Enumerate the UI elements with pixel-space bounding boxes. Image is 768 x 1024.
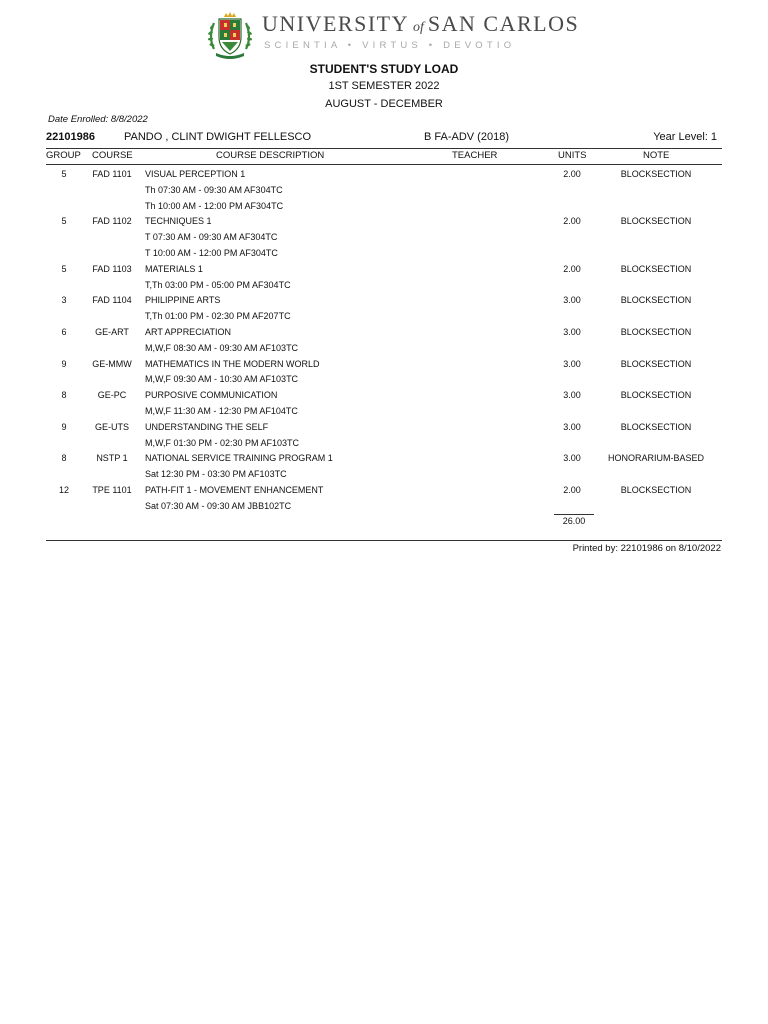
column-header-note: NOTE	[643, 150, 670, 161]
column-header-description: COURSE DESCRIPTION	[216, 150, 325, 161]
course-description: PATH-FIT 1 - MOVEMENT ENHANCEMENT	[145, 484, 324, 495]
course-row	[0, 292, 768, 324]
student-id: 22101986	[46, 131, 95, 143]
total-units-rule	[554, 514, 594, 515]
course-code: FAD 1101	[92, 169, 132, 179]
column-header-teacher: TEACHER	[452, 150, 498, 161]
student-year-level: Year Level: 1	[653, 131, 717, 143]
course-units: 3.00	[563, 295, 581, 306]
course-note: BLOCKSECTION	[620, 421, 692, 432]
column-header-group: GROUP	[46, 150, 81, 161]
course-row	[0, 482, 768, 514]
course-group: 6	[61, 326, 67, 337]
course-schedule: M,W,F 01:30 PM - 02:30 PM AF103TC	[145, 437, 300, 448]
course-row	[0, 324, 768, 356]
footer-divider	[46, 540, 722, 541]
printed-by: Printed by: 22101986 on 8/10/2022	[572, 543, 721, 554]
course-description: NATIONAL SERVICE TRAINING PROGRAM 1	[145, 453, 333, 464]
course-group: 12	[58, 484, 69, 495]
course-row	[0, 387, 768, 419]
course-description: PHILIPPINE ARTS	[145, 295, 221, 306]
course-description: TECHNIQUES 1	[145, 216, 212, 227]
course-row	[0, 166, 768, 213]
university-seal-logo	[204, 9, 256, 61]
column-header-units: UNITS	[558, 150, 587, 161]
course-schedule: T 07:30 AM - 09:30 AM AF304TC	[145, 232, 278, 243]
course-code: GE-UTS	[94, 421, 129, 432]
course-note: BLOCKSECTION	[620, 263, 692, 274]
course-schedule: T 10:00 AM - 12:00 PM AF304TC	[145, 247, 278, 258]
header-divider-bottom	[46, 164, 722, 165]
course-units: 2.00	[563, 263, 581, 274]
total-units: 26.00	[562, 516, 586, 526]
course-description: MATHEMATICS IN THE MODERN WORLD	[145, 358, 320, 369]
university-name	[262, 11, 579, 37]
course-row	[0, 356, 768, 388]
course-row	[0, 213, 768, 260]
course-units: 2.00	[563, 169, 581, 179]
course-note: HONORARIUM-BASED	[607, 453, 704, 464]
course-schedule: T,Th 01:00 PM - 02:30 PM AF207TC	[145, 311, 291, 322]
course-code: FAD 1104	[92, 295, 132, 306]
semester-label: 1ST SEMESTER 2022	[328, 80, 440, 92]
course-note: BLOCKSECTION	[620, 390, 692, 401]
course-units: 3.00	[563, 453, 581, 464]
course-row	[0, 261, 768, 293]
course-units: 3.00	[563, 390, 581, 401]
course-units: 3.00	[563, 326, 581, 337]
course-code: FAD 1102	[92, 216, 132, 227]
student-info-line	[46, 131, 721, 147]
document-title: STUDENT'S STUDY LOAD	[309, 62, 459, 76]
course-schedule: Th 10:00 AM - 12:00 PM AF304TC	[145, 200, 284, 211]
course-note: BLOCKSECTION	[620, 326, 692, 337]
course-group: 9	[61, 358, 67, 369]
course-schedule: M,W,F 08:30 AM - 09:30 AM AF103TC	[145, 342, 299, 353]
course-note: BLOCKSECTION	[620, 169, 692, 179]
course-code: TPE 1101	[92, 484, 132, 495]
course-note: BLOCKSECTION	[620, 295, 692, 306]
student-name: PANDO , CLINT DWIGHT FELLESCO	[124, 131, 312, 143]
course-description: VISUAL PERCEPTION 1	[145, 169, 246, 179]
date-enrolled: Date Enrolled: 8/8/2022	[48, 114, 148, 125]
course-group: 9	[61, 421, 67, 432]
course-units: 2.00	[563, 216, 581, 227]
course-list	[0, 166, 768, 514]
university-name-prefix: UNIVERSITY	[262, 11, 409, 36]
period-label: AUGUST - DECEMBER	[325, 98, 443, 110]
column-header-course: COURSE	[92, 150, 133, 161]
header-divider-top	[46, 148, 722, 149]
course-schedule: M,W,F 09:30 AM - 10:30 AM AF103TC	[145, 374, 299, 385]
student-program: B FA-ADV (2018)	[424, 131, 509, 143]
course-schedule: Sat 12:30 PM - 03:30 PM AF103TC	[145, 469, 287, 480]
course-description: PURPOSIVE COMMUNICATION	[145, 390, 278, 401]
course-code: GE-ART	[95, 326, 129, 337]
course-schedule: Th 07:30 AM - 09:30 AM AF304TC	[145, 184, 283, 195]
course-note: BLOCKSECTION	[620, 484, 692, 495]
course-units: 3.00	[563, 358, 581, 369]
course-group: 3	[61, 295, 67, 306]
course-schedule: T,Th 03:00 PM - 05:00 PM AF304TC	[145, 279, 291, 290]
course-schedule: Sat 07:30 AM - 09:30 AM JBB102TC	[145, 500, 292, 511]
course-group: 5	[61, 216, 67, 227]
course-code: GE-MMW	[92, 358, 132, 369]
course-note: BLOCKSECTION	[620, 358, 692, 369]
course-group: 5	[61, 263, 67, 274]
course-units: 2.00	[563, 484, 581, 495]
course-description: UNDERSTANDING THE SELF	[145, 421, 269, 432]
course-schedule: M,W,F 11:30 AM - 12:30 PM AF104TC	[145, 405, 298, 416]
course-row	[0, 419, 768, 451]
course-group: 5	[61, 169, 67, 179]
university-name-of: of	[413, 20, 424, 35]
course-group: 8	[61, 390, 67, 401]
course-group: 8	[61, 453, 67, 464]
course-code: GE-PC	[97, 390, 127, 401]
course-units: 3.00	[563, 421, 581, 432]
course-code: NSTP 1	[96, 453, 128, 464]
course-row	[0, 450, 768, 482]
university-name-suffix: SAN CARLOS	[427, 11, 580, 36]
course-description: ART APPRECIATION	[145, 326, 232, 337]
course-description: MATERIALS 1	[145, 263, 203, 274]
course-code: FAD 1103	[92, 263, 132, 274]
university-motto: SCIENTIA • VIRTUS • DEVOTIO	[264, 40, 516, 51]
course-note: BLOCKSECTION	[620, 216, 692, 227]
